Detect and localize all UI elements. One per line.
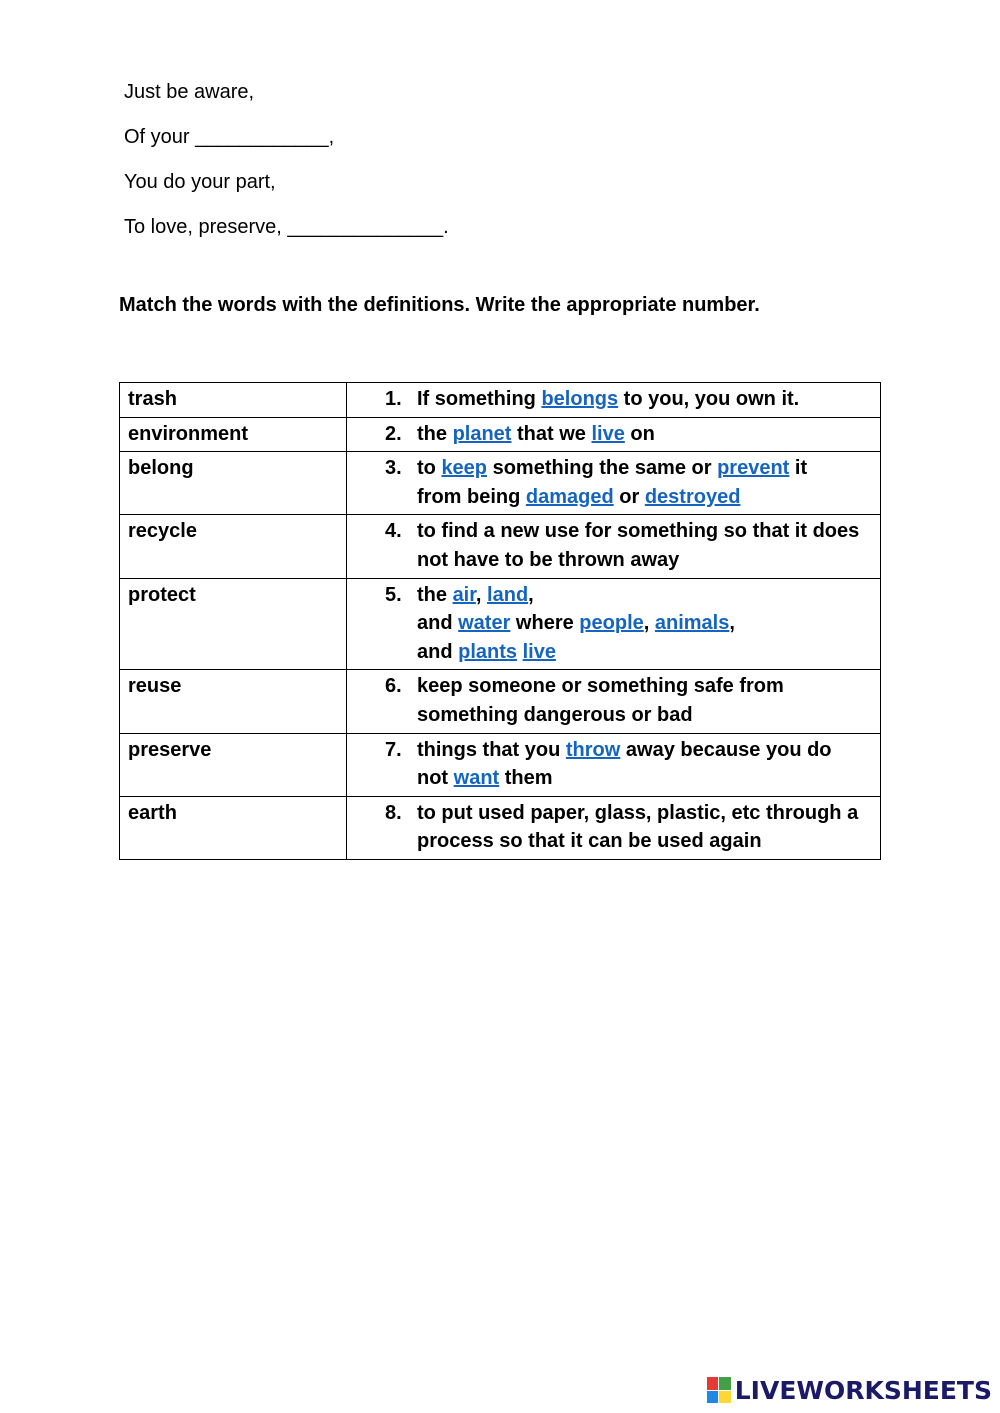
logo-icon xyxy=(707,1377,731,1403)
definition-fragment: to put used paper, glass, plastic, etc through a xyxy=(417,801,859,824)
poem-line: To love, preserve, ______________. xyxy=(124,216,449,238)
definition-fragment: something dangerous or bad xyxy=(417,703,693,726)
dictionary-link[interactable]: plants xyxy=(458,640,518,663)
definition-text xyxy=(417,385,799,414)
word-cell: trash xyxy=(120,383,347,418)
definition-fragment: something the same or xyxy=(487,457,718,480)
word-cell: preserve xyxy=(120,733,347,796)
definition-fragment: keep someone or something safe from xyxy=(417,675,784,698)
definition-number: 8. xyxy=(385,801,402,824)
definition-fragment: or xyxy=(613,485,645,508)
table-row xyxy=(120,796,881,859)
dictionary-link[interactable]: throw xyxy=(565,738,621,761)
definition-fragment: and xyxy=(417,640,459,663)
definition-fragment: If something xyxy=(417,388,542,410)
dictionary-link[interactable]: animals xyxy=(654,612,730,635)
logo-text: LIVEWORKSHEETS xyxy=(734,1375,992,1405)
dictionary-link[interactable]: planet xyxy=(452,422,512,445)
dictionary-link[interactable]: want xyxy=(453,767,500,790)
table-row xyxy=(120,578,881,670)
instruction-text: Match the words with the definitions. Write the appropriate number. xyxy=(119,294,760,316)
dictionary-link[interactable]: live xyxy=(591,422,625,445)
definition-fragment: on xyxy=(624,422,655,445)
definition-text xyxy=(417,672,784,729)
definition-number: 4. xyxy=(385,520,402,543)
word-cell: belong xyxy=(120,452,347,515)
definition-fragment: the xyxy=(417,422,453,445)
word-cell: environment xyxy=(120,417,347,452)
definition-fragment: , xyxy=(475,583,488,606)
definition-fragment: it xyxy=(789,457,808,480)
word-cell: reuse xyxy=(120,670,347,733)
definition-fragment: not xyxy=(417,767,454,790)
table-row xyxy=(120,515,881,578)
definition-number: 1. xyxy=(385,388,402,410)
dictionary-link[interactable]: damaged xyxy=(525,485,614,508)
definition-text xyxy=(417,517,859,574)
definition-text xyxy=(417,420,655,449)
definition-cell xyxy=(347,452,881,515)
table-row xyxy=(120,452,881,515)
table-row xyxy=(120,417,881,452)
matching-table xyxy=(119,382,881,860)
definition-fragment: that we xyxy=(511,422,592,445)
definition-fragment: and xyxy=(417,612,459,635)
dictionary-link[interactable]: live xyxy=(522,640,556,663)
dictionary-link[interactable]: people xyxy=(579,612,644,635)
dictionary-link[interactable]: air xyxy=(452,583,476,606)
dictionary-link[interactable]: destroyed xyxy=(644,485,741,508)
liveworksheets-logo xyxy=(707,1375,992,1405)
word-cell: protect xyxy=(120,578,347,670)
poem xyxy=(124,70,449,250)
definition-fragment: process so that it can be used again xyxy=(417,830,762,853)
definition-cell xyxy=(347,578,881,670)
definition-cell xyxy=(347,796,881,859)
definition-text xyxy=(417,581,735,667)
dictionary-link[interactable]: water xyxy=(458,612,511,635)
definition-fragment: things that you xyxy=(417,738,566,761)
word-cell: recycle xyxy=(120,515,347,578)
table-row xyxy=(120,733,881,796)
definition-fragment: , xyxy=(729,612,735,635)
poem-line: You do your part, xyxy=(124,171,276,193)
definition-number: 2. xyxy=(385,422,402,445)
definition-fragment: , xyxy=(643,612,655,635)
definition-fragment: to you, you own it. xyxy=(618,388,800,410)
definition-number: 6. xyxy=(385,675,402,698)
definition-cell xyxy=(347,417,881,452)
definition-fragment: to find a new use for something so that it does xyxy=(417,520,860,543)
dictionary-link[interactable]: land xyxy=(487,583,529,606)
definition-fragment: from being xyxy=(417,485,526,508)
dictionary-link[interactable]: belongs xyxy=(541,388,619,410)
poem-line: Just be aware, xyxy=(124,81,255,103)
table-row xyxy=(120,670,881,733)
definition-fragment: away because you do xyxy=(620,738,832,761)
table-row xyxy=(120,383,881,418)
definition-text xyxy=(417,799,858,856)
definition-text xyxy=(417,736,832,793)
definition-fragment: not have to be thrown away xyxy=(417,548,680,571)
dictionary-link[interactable]: keep xyxy=(441,457,488,480)
definition-fragment: them xyxy=(499,767,553,790)
dictionary-link[interactable]: prevent xyxy=(717,457,790,480)
poem-line: Of your ____________, xyxy=(124,126,335,148)
definition-cell xyxy=(347,733,881,796)
definition-number: 7. xyxy=(385,738,402,761)
definition-cell xyxy=(347,383,881,418)
definition-fragment: , xyxy=(528,583,534,606)
definition-fragment: to xyxy=(417,457,442,480)
definition-number: 3. xyxy=(385,457,402,480)
definition-fragment: where xyxy=(510,612,580,635)
definition-text xyxy=(417,454,807,511)
definition-fragment: the xyxy=(417,583,453,606)
word-cell: earth xyxy=(120,796,347,859)
definition-cell xyxy=(347,515,881,578)
definition-number: 5. xyxy=(385,583,402,606)
definition-cell xyxy=(347,670,881,733)
